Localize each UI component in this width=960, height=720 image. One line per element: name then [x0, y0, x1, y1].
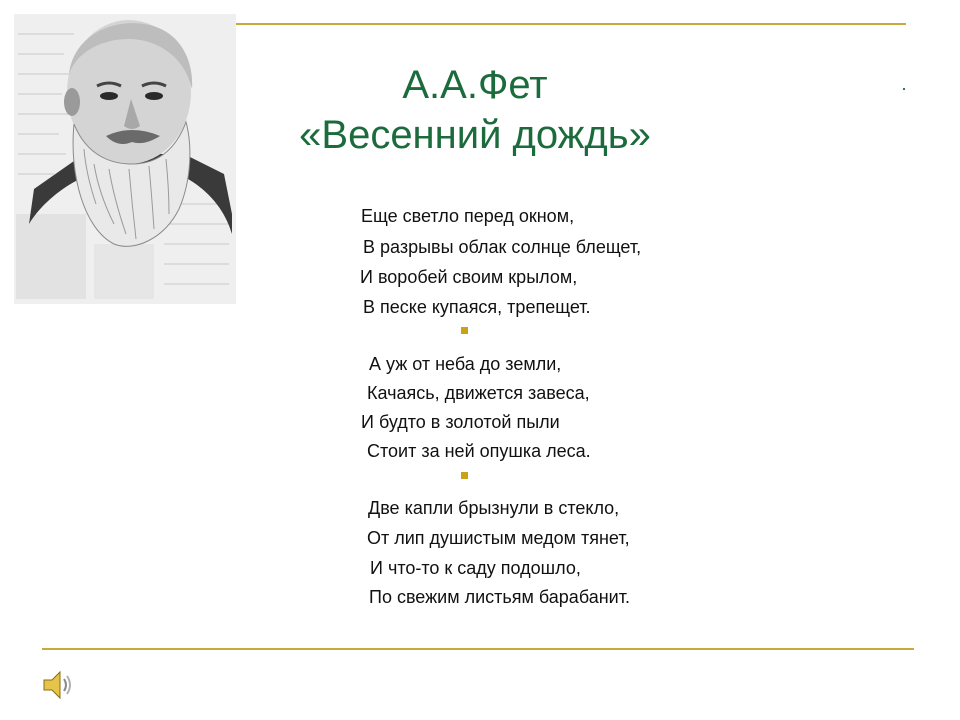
poem-line: Две капли брызнули в стекло, [368, 498, 620, 518]
author-name: А.А.Фет [402, 63, 548, 107]
slide-title [240, 60, 710, 160]
poem-line: В песке купаяся, трепещет. [363, 297, 591, 317]
poem-line: По свежим листьям барабанит. [369, 587, 630, 607]
bottom-divider-line [42, 648, 914, 650]
speaker-icon[interactable] [40, 668, 74, 702]
poem-line: И что-то к саду подошло, [370, 558, 581, 578]
square-bullet-icon [461, 327, 468, 334]
poem-line: И будто в золотой пыли [361, 412, 560, 432]
poem-line: Стоит за ней опушка леса. [367, 441, 591, 461]
poem-line: В разрывы облак солнце блещет, [363, 237, 642, 257]
poem-line: От лип душистым медом тянет, [367, 528, 630, 548]
top-divider-line [234, 23, 906, 25]
poem-title: «Весенний дождь» [299, 113, 651, 157]
title-dot [903, 88, 905, 90]
poem-line: Еще светло перед окном, [361, 206, 575, 226]
poem-line: Качаясь, движется завеса, [367, 383, 590, 403]
poem-line: И воробей своим крылом, [360, 267, 578, 287]
poem-line: А уж от неба до земли, [369, 354, 562, 374]
author-portrait [14, 14, 236, 304]
square-bullet-icon [461, 472, 468, 479]
